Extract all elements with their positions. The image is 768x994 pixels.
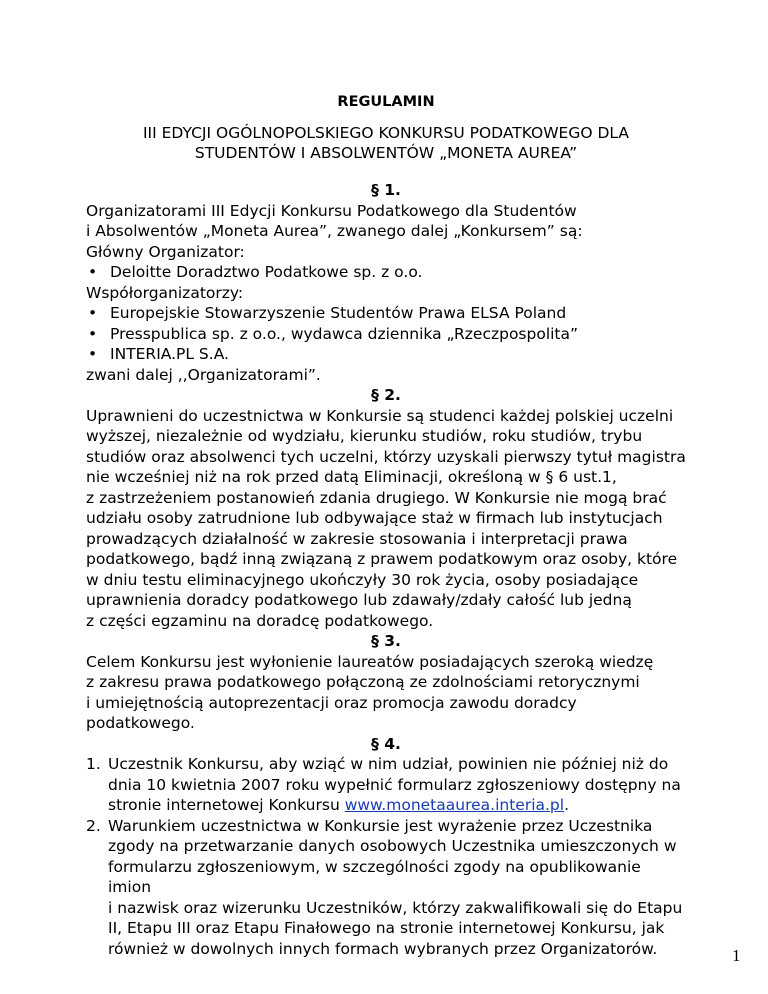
text-line: wyższej, niezależnie od wydziału, kierunku studiów, roku studiów, trybu [86,427,643,445]
text-line: Organizatorami III Edycji Konkursu Podatkowego dla Studentów [86,201,577,220]
text-line: i Absolwentów „Moneta Aurea”, zwanego dalej „Konkursem” są: [86,222,583,240]
text-line: Uprawnieni do uczestnictwa w Konkursie są studenci każdej polskiej uczelni [86,406,674,425]
text-line: stronie internetowej Konkursu www.monetaaurea.interia.pl. [108,796,570,814]
text-line: Uczestnik Konkursu, aby wziąć w nim udział, powinien nie później niż do [108,755,669,773]
section-heading-3: § 3. [371,632,401,650]
text-line: formularzu zgłoszeniowym, w szczególności zgody na opublikowanie imion [108,857,641,896]
document-title: REGULAMIN [337,94,435,110]
numbered-item [86,754,686,816]
section-heading-4: § 4. [371,734,401,753]
text-line: z zastrzeżeniem postanowień zdania drugiego. W Konkursie nie mogą brać [86,488,667,507]
text-line: z części egzaminu na doradcę podatkowego. [86,611,434,630]
text-line: uprawnienia doradcy podatkowego lub zdawały/zdały całość lub jedną [86,591,632,609]
text-line: zgody na przetwarzanie danych osobowych Uczestnika umieszczonych w [108,837,677,855]
co-organizers-label: Współorganizatorzy: [86,283,244,302]
item-number: 2. [86,816,101,835]
bullet-icon: • [88,304,98,322]
document-subtitle [86,124,686,163]
bullet-icon: • [88,263,98,281]
text-line: Warunkiem uczestnictwa w Konkursie jest wyrażenie przez Uczestnika [108,816,653,835]
text-line: II, Etapu III oraz Etapu Finałowego na stronie internetowej Konkursu, jak [108,919,665,937]
subtitle-line: III EDYCJI OGÓLNOPOLSKIEGO KONKURSU PODATKOWEGO DLA [142,124,630,142]
text-line: Celem Konkursu jest wyłonienie laureatów posiadających szeroką wiedzę [86,652,654,671]
text-line: prowadzących działalność w zakresie stosowania i interpretacji prawa [86,529,628,548]
text-line: w dniu testu eliminacyjnego ukończyły 30 rok życia, osoby posiadające [86,570,639,589]
text-line: z zakresu prawa podatkowego połączoną ze zdolnościami retorycznymi [86,673,640,691]
bullet-item: • INTERIA.PL S.A. [88,345,229,363]
text-line: i nazwisk oraz wizerunku Uczestników, którzy zakwalifikowali się do Etapu [108,898,683,917]
text-line: udziału osoby zatrudnione lub odbywające staż w firmach lub instytucjach [86,509,663,527]
contest-website-link[interactable]: www.monetaaurea.interia.pl [344,796,565,814]
bullet-icon: • [88,324,98,343]
bullet-item: • Deloitte Doradztwo Podatkowe sp. z o.o. [88,263,423,281]
text-line: zwani dalej ,,Organizatorami”. [86,365,321,384]
page-number: 1 [732,946,741,965]
text-line: i umiejętnością autoprezentacji oraz promocja zawodu doradcy podatkowego. [86,693,577,732]
text-line: podatkowego, bądź inną związaną z prawem podatkowym oraz osoby, które [86,550,678,568]
document-body [86,180,686,959]
text-line: nie wcześniej niż na rok przed datą Eliminacji, określoną w § 6 ust.1, [86,468,617,486]
section-heading-2: § 2. [371,386,401,404]
text-line: dnia 10 kwietnia 2007 roku wypełnić formularz zgłoszeniowy dostępny na [108,775,681,794]
text-line: studiów oraz absolwenci tych uczelni, którzy uzyskali pierwszy tytuł magistra [86,447,686,466]
text-line: również w dowolnych innych formach wybranych przez Organizatorów. [108,939,658,958]
bullet-item: • Europejskie Stowarzyszenie Studentów Prawa ELSA Poland [88,304,567,322]
item-number: 1. [86,755,101,773]
subtitle-line: STUDENTÓW I ABSOLWENTÓW „MONETA AUREA” [194,143,578,162]
numbered-item [86,816,686,960]
section-heading-1: § 1. [371,181,401,199]
bullet-item: • Presspublica sp. z o.o., wydawca dziennika „Rzeczpospolita” [88,324,579,343]
bullet-icon: • [88,345,98,363]
main-organizer-label: Główny Organizator: [86,242,245,261]
